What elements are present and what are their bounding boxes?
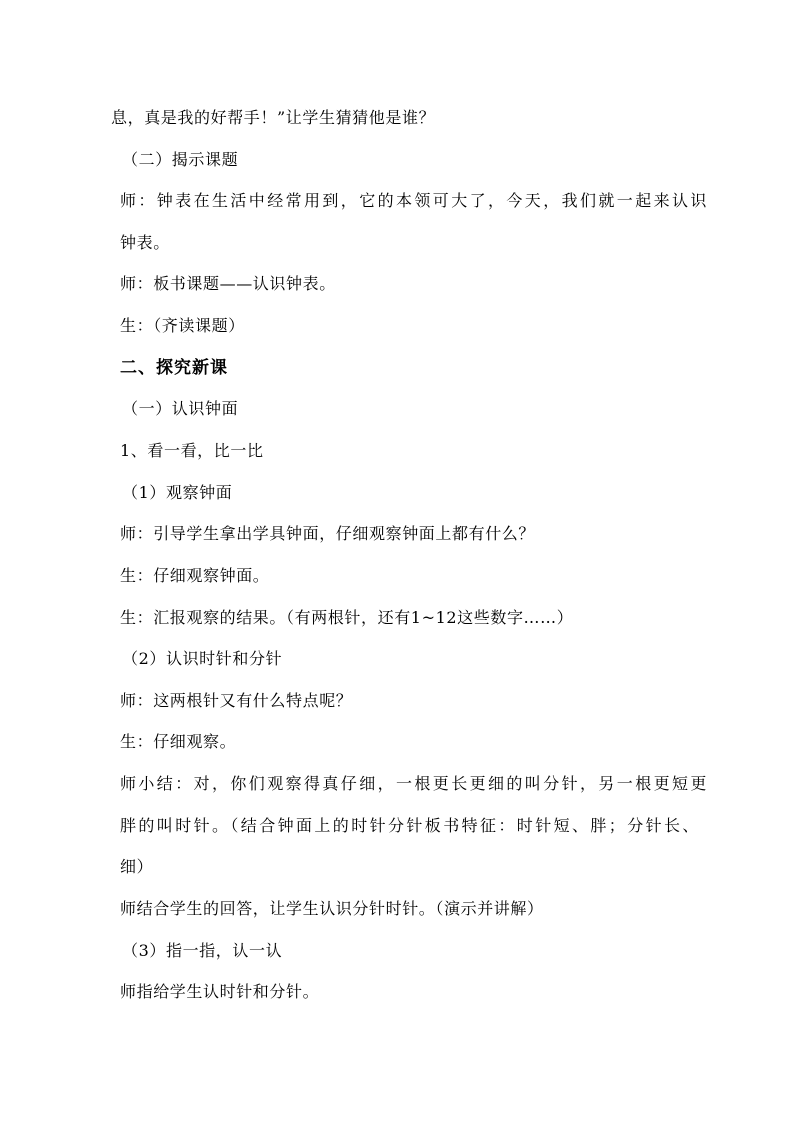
text-line-13: 生：汇报观察的结果。（有两根针，还有1~12这些数字……）	[120, 608, 574, 627]
section-title-clock-face: （一）认识钟面	[122, 399, 239, 418]
subsection-observe-clock: （1）观察钟面	[122, 483, 233, 502]
subsection-point-and-identify: （3）指一指，认一认	[122, 941, 283, 960]
text-line-20: 师结合学生的回答，让学生认识分针时针。（演示并讲解）	[120, 899, 544, 918]
text-line-17: 师小结：对，你们观察得真仔细，一根更长更细的叫分针，另一根更短更	[120, 774, 709, 793]
text-line-12: 生：仔细观察钟面。	[120, 566, 270, 585]
text-line-11: 师：引导学生拿出学具钟面，仔细观察钟面上都有什么？	[120, 524, 536, 543]
text-line-18: 胖的叫时针。（结合钟面上的时针分针板书特征：时针短、胖；分针长、	[120, 816, 701, 835]
text-line-6: 生：（齐读课题）	[120, 316, 245, 335]
text-line-5: 师：板书课题——认识钟表。	[120, 274, 336, 293]
heading-explore-new-lesson: 二、探究新课	[120, 358, 228, 378]
subsection-hands: （2）认识时针和分针	[122, 649, 283, 668]
text-line-15: 师：这两根针又有什么特点呢？	[120, 691, 353, 710]
text-line-19: 细）	[120, 857, 154, 876]
text-line-1: 息，真是我的好帮手！”让学生猜猜他是谁？	[111, 108, 436, 127]
text-line-9: 1、看一看，比一比	[120, 441, 264, 460]
text-line-16: 生：仔细观察。	[120, 732, 237, 751]
text-line-22: 师指给学生认时针和分针。	[120, 982, 320, 1001]
text-line-4: 钟表。	[120, 233, 170, 252]
text-line-3: 师：钟表在生活中经常用到，它的本领可大了，今天，我们就一起来认识	[120, 191, 709, 210]
section-title-reveal-topic: （二）揭示课题	[122, 150, 239, 169]
